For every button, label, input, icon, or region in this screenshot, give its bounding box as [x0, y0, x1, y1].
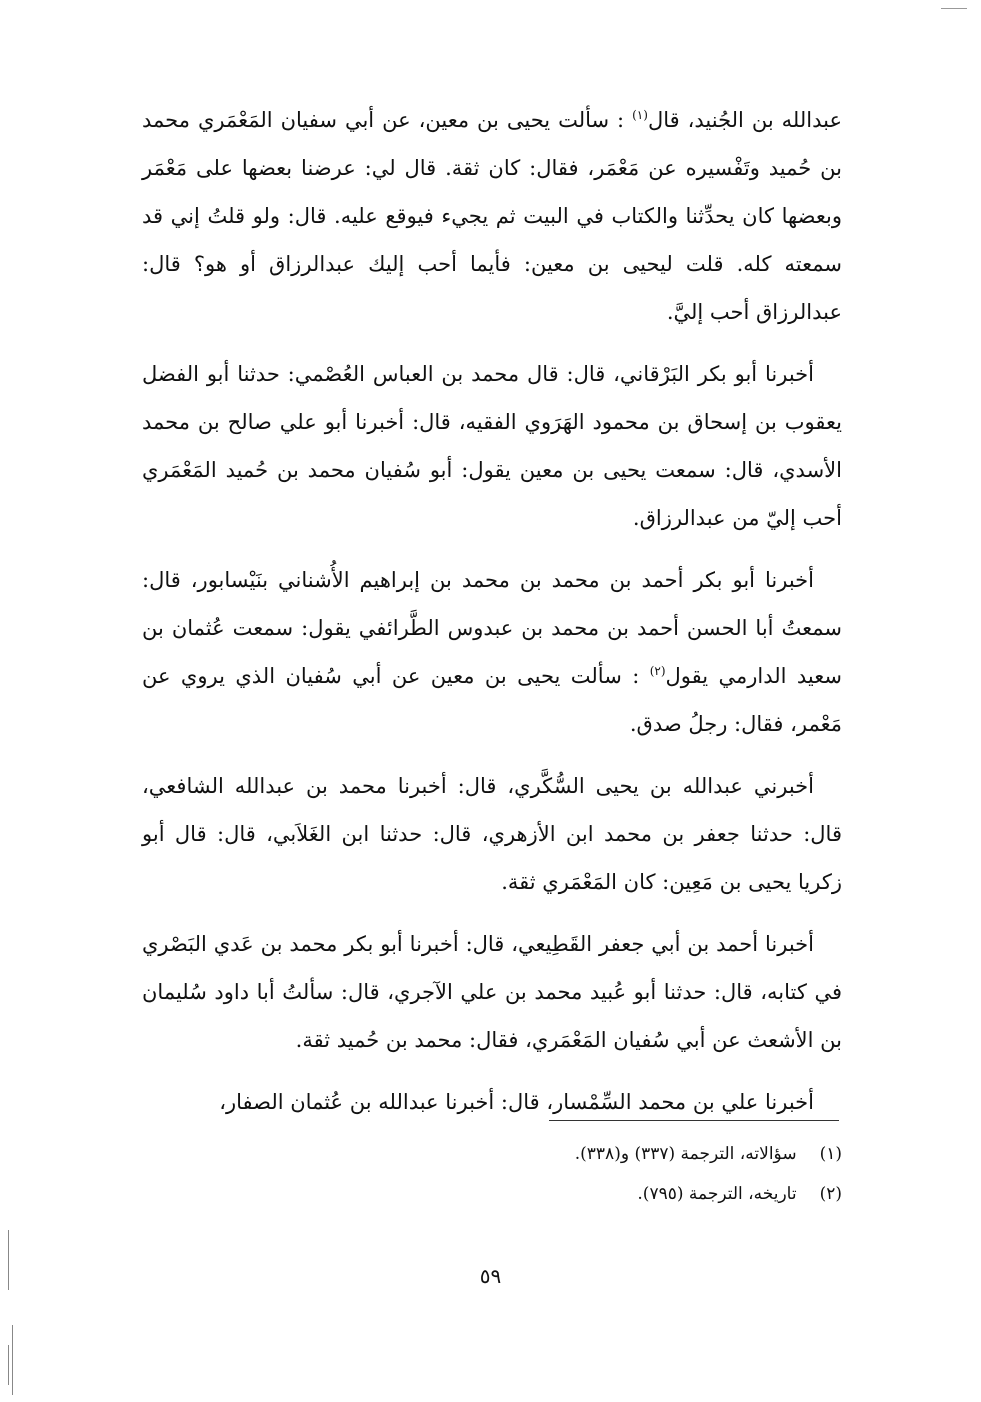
- footnote-text: تاريخه، الترجمة (٧٩٥).: [637, 1184, 797, 1204]
- scan-edge-mark: [12, 1325, 13, 1395]
- footnote-number: (١): [819, 1144, 842, 1164]
- page-corner-mark: [941, 8, 967, 9]
- footnote-ref-1[interactable]: (١): [632, 108, 648, 122]
- paragraph-6: أخبرنا علي بن محمد السِّمْسار، قال: أخبرنا عبدالله بن عُثمان الصفار،: [219, 1090, 814, 1114]
- paragraph-3: أخبرنا أبو بكر أحمد بن محمد بن محمد بن إبراهيم الأُشناني بنَيْسابور، قال: سمعتُ أبا الحسن أحمد بن محمد بن عبدوس الطَّرائفي يقول: سمعت عُثمان بن سعيد الدارمي يقول$^{(٢)}$ : سألت يحيى بن معين عن أبي سُفيان الذي يروي عن مَعْمر، فقال: رجلُ صدق.: [142, 568, 842, 736]
- footnote-1: [142, 1134, 842, 1174]
- footnotes: [142, 1134, 842, 1214]
- footnote-text: سؤالاته، الترجمة (٣٣٧) و(٣٣٨).: [574, 1144, 797, 1164]
- footnote-2: [142, 1174, 842, 1214]
- page-number: ٥٩: [479, 1264, 502, 1288]
- footnote-number: (٢): [819, 1184, 842, 1204]
- main-text: [142, 96, 842, 1140]
- footnote-ref-2[interactable]: (٢): [649, 664, 666, 678]
- paragraph-2: أخبرنا أبو بكر البَرْقاني، قال: قال محمد بن العباس العُصْمي: حدثنا أبو الفضل يعقوب بن إسحاق بن محمود الهَرَوي الفقيه، قال: أخبرنا أبو علي صالح بن محمد الأسدي، قال: سمعت يحيى بن معين يقول: أبو سُفيان محمد بن حُميد المَعْمَري أحب إليّ من عبدالرزاق.: [142, 362, 842, 530]
- paragraph-4: أخبرني عبدالله بن يحيى السُّكَّري، قال: أخبرنا محمد بن عبدالله الشافعي، قال: حدثنا جعفر بن محمد ابن الأزهري، قال: حدثنا ابن الغَلاَبي، قال: قال أبو زكريا يحيى بن مَعِين: كان المَعْمَري ثقة.: [142, 774, 842, 894]
- paragraph-5: أخبرنا أحمد بن أبي جعفر القَطِيعي، قال: أخبرنا أبو بكر محمد بن عَدي البَصْري في كتابه، قال: حدثنا أبو عُبيد محمد بن علي الآجري، قال: سألتُ أبا داود سُليمان بن الأشعث عن أبي سُفيان المَعْمَري، فقال: محمد بن حُميد ثقة.: [142, 932, 842, 1052]
- paragraph-1: عبدالله بن الجُنيد، قال$^{(١)}$ : سألت يحيى بن معين، عن أبي سفيان المَعْمَري محمد بن حُميد وتَفْسيره عن مَعْمَر، فقال: كان ثقة. قال لي: عرضنا بعضها على مَعْمَر وبعضها كان يحدِّثنا والكتاب في البيت ثم يجيء فيوقع عليه. قال: ولو قلتُ إني قد سمعته كله. قلت ليحيى بن معين: فأيما أحب إليك عبدالرزاق أو هو؟ قال: عبدالرزاق أحب إليَّ.: [142, 108, 842, 324]
- scan-edge-mark: [8, 1345, 9, 1385]
- footnote-separator: [549, 1120, 839, 1121]
